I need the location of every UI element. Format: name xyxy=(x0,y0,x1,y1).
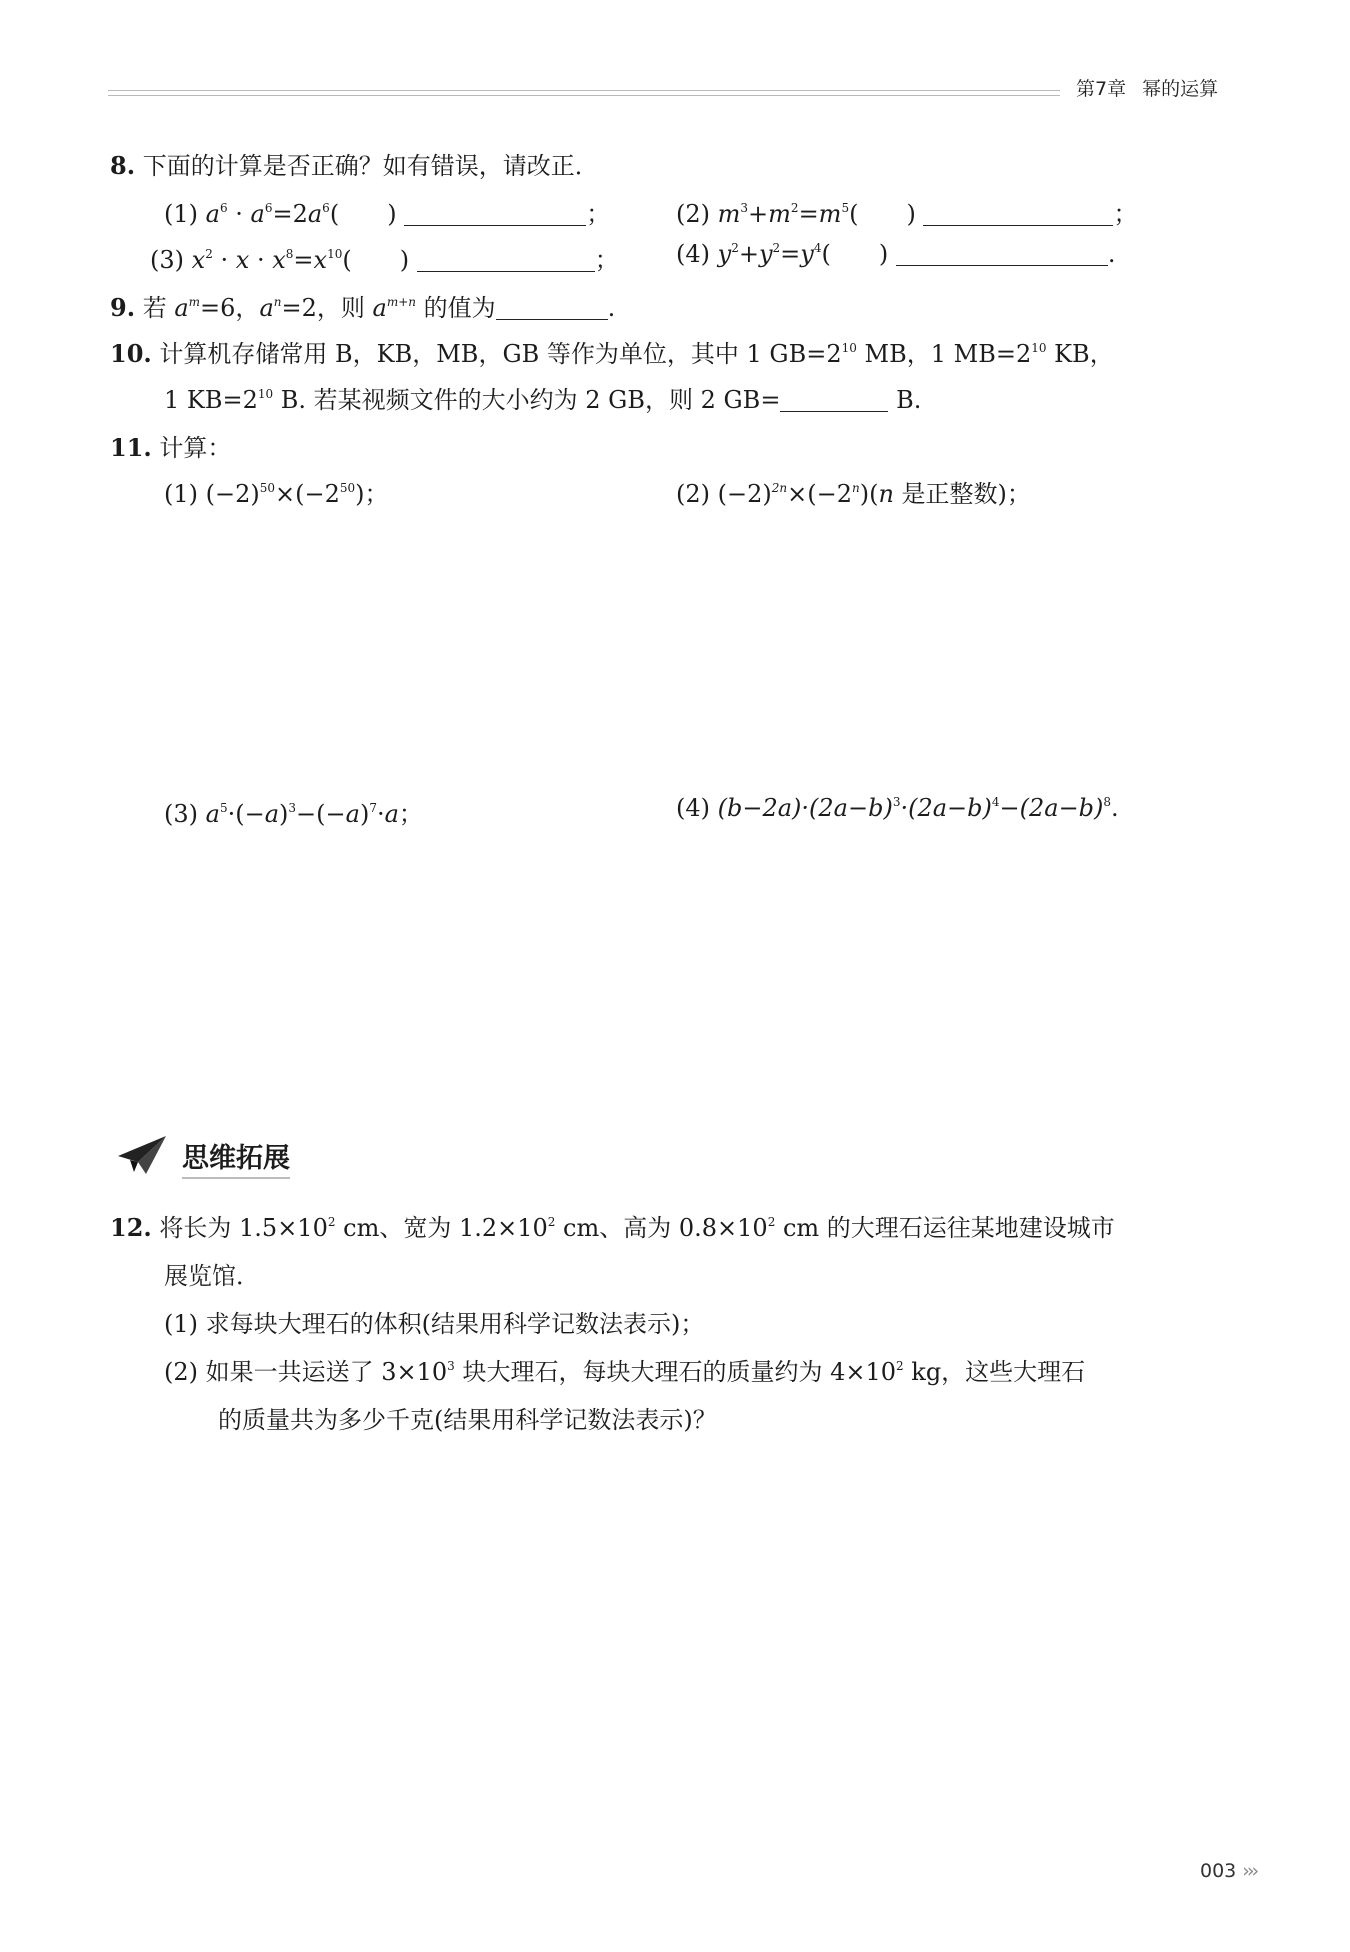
q12-sub-2-line-2: 的质量共为多少千克(结果用科学记数法表示)？ xyxy=(218,1406,717,1434)
question-8 xyxy=(110,146,599,181)
question-number: 12. xyxy=(110,1213,152,1242)
question-12: 12. 将长为 $1.5\times 10^2$ cm、宽为 $1.2\times 10^2$ cm、高为 $0.8\times 10^2$ cm 的大理石运往某地建设城市 xyxy=(110,1213,1115,1242)
section-title: 思维拓展 xyxy=(182,1136,290,1179)
chevron-right-icon: ››› xyxy=(1242,1860,1257,1882)
q12-sub-1: (1) 求每块大理石的体积(结果用科学记数法表示)； xyxy=(164,1310,705,1338)
q8-item-3: (3) $x^2 \cdot x \cdot x^8=x^{10}$( ) ； xyxy=(150,246,619,274)
answer-blank[interactable] xyxy=(496,297,608,320)
question-text: 下面的计算是否正确？如有错误，请改正． xyxy=(142,152,599,180)
q8-item-2: (2) $m^3+m^2=m^5$( ) ； xyxy=(676,200,1138,228)
question-number: 10. xyxy=(110,339,152,368)
chapter-number: 第7章 xyxy=(1076,78,1127,100)
page-number: 003 xyxy=(1200,1860,1237,1882)
question-9: 9. 若 $a^m=6$，$a^n=2$，则 $a^{m+n}$ 的值为 . xyxy=(110,293,616,322)
answer-blank[interactable] xyxy=(404,203,586,226)
q11-part-4: (4) $(b-2a)\cdot(2a-b)^3\cdot(2a-b)^4-(2a-b)^8$. xyxy=(676,794,1119,822)
section-heading xyxy=(116,1132,290,1182)
chapter-title: 幂的运算 xyxy=(1142,78,1219,100)
question-number: 11. xyxy=(110,433,152,462)
question-10: 10. 计算机存储常用 B，KB，MB，GB 等作为单位，其中 1 $GB=2^{10}$ MB，1 $MB=2^{10}$ KB， xyxy=(110,339,1114,368)
answer-blank[interactable] xyxy=(417,249,595,272)
q11-part-3: (3) $a^5\cdot(-a)^3-(-a)^7\cdot a$； xyxy=(164,800,423,828)
question-10-line-2: 1 $KB=2^{10}$ B. 若某视频文件的大小约为 2 GB，则 2 GB= B. xyxy=(164,386,922,414)
header-rule xyxy=(108,90,1060,96)
answer-blank[interactable] xyxy=(780,389,888,412)
q8-item-4: (4) $y^2+y^2=y^4$( ) . xyxy=(676,240,1116,268)
question-number: 8. xyxy=(110,151,136,180)
q12-sub-2: (2) 如果一共运送了 $3\times 10^3$ 块大理石，每块大理石的质量约为 $4\times 10^2$ kg，这些大理石 xyxy=(164,1358,1086,1386)
answer-blank[interactable] xyxy=(896,243,1108,266)
running-header xyxy=(1076,74,1218,101)
answer-blank[interactable] xyxy=(923,203,1113,226)
q8-item-1: (1) $a^6 \cdot a^6=2a^6$( ) ； xyxy=(164,200,611,228)
question-12-line-2: 展览馆． xyxy=(164,1262,260,1290)
question-11: 11. 计算： xyxy=(110,433,232,462)
page-footer xyxy=(1200,1860,1256,1882)
question-number: 9. xyxy=(110,293,136,322)
q11-part-2: (2) $(-2)^{2n}\times(-2^n)(n$ 是正整数)； xyxy=(676,480,1031,508)
paper-plane-icon xyxy=(116,1132,168,1182)
q11-part-1: (1) $(-2)^{50}\times(-2^{50})$； xyxy=(164,480,389,508)
